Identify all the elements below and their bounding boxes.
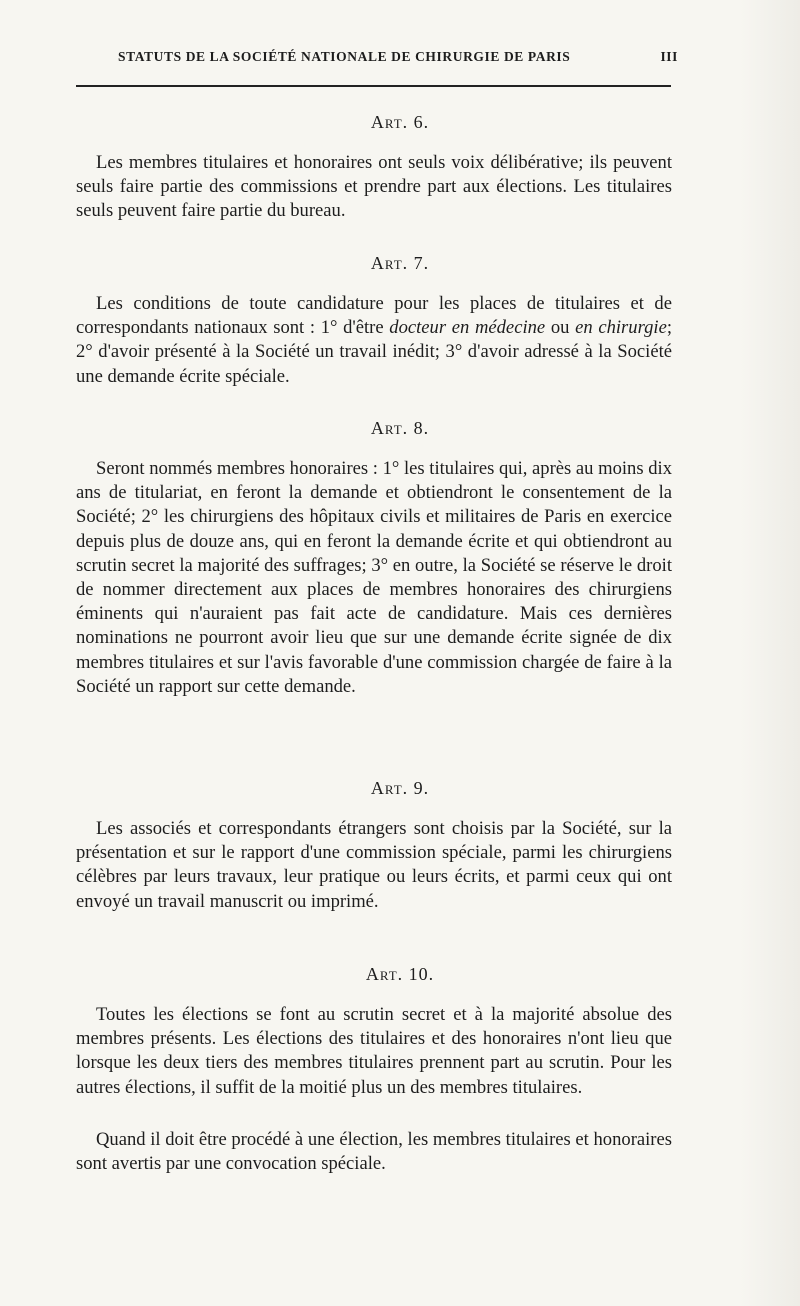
running-header [118,49,678,65]
header-rule [76,85,671,87]
running-title: STATUTS DE LA SOCIÉTÉ NATIONALE DE CHIRURGIE DE PARIS [118,49,571,64]
article-heading-9: Art. 9. [370,778,430,798]
article-7-emphasis-2: en chirurgie [575,317,667,339]
article-7-emphasis-1: docteur en médecine [389,317,546,339]
page-number: III [660,49,678,64]
article-9-paragraph: Les associés et correspondants étrangers sont choisis par la Société, sur la présentation et sur le rapport d'une commission spéciale, parmi les chirurgiens célèbres par leurs travaux, leur pratique ou leurs écrits, et parmi ceux qui ont envoyé un travail manuscrit ou imprimé. [76,818,672,912]
article-7-text-2: ou [545,317,576,339]
article-heading-7: Art. 7. [370,253,430,273]
page-edge-shadow [740,0,800,1306]
article-8-paragraph: Seront nommés membres honoraires : 1° les titulaires qui, après au moins dix ans de titulariat, en feront la demande et obtiendront le consentement de la Société; 2° les chirurgiens des hôpitaux civils et militaires de Paris en exercice depuis plus de douze ans, qui en feront la demande écrite et qui obtiendront au scrutin secret la majorité des suffrages; 3° en outre, la Société se réserve le droit de nommer directement aux places de membres honoraires des chirurgiens éminents qui n'auraient pas fait acte de candidature. Mais ces dernières nominations ne pourront avoir lieu que sur une demande écrite signée de dix membres titulaires et sur l'avis favorable d'une commission chargée de faire à la Société un rapport sur cette demande. [76,458,672,697]
article-10-paragraph-2: Quand il doit être procédé à une élection, les membres titulaires et honoraires sont avertis par une convocation spéciale. [76,1129,672,1175]
article-heading-8: Art. 8. [370,418,430,438]
article-10-paragraph-1: Toutes les élections se font au scrutin secret et à la majorité absolue des membres présents. Les élections des titulaires et des honoraires n'ont lieu que lorsque les deux tiers des membres titulaires prennent part au scrutin. Pour les autres élections, il suffit de la moitié plus un des membres titulaires. [76,1004,672,1098]
article-7-text-1: Les conditions de toute candidature pour les places de titulaires et de correspondants nationaux sont : 1° d'être [76,293,672,339]
article-heading-10: Art. 10. [365,964,435,984]
article-heading-6: Art. 6. [370,112,430,132]
article-7-text-3: ; 2° d'avoir présenté à la Société un travail inédit; 3° d'avoir adressé à la Société une demande écrite spéciale. [76,317,673,387]
article-7-paragraph [76,292,672,389]
article-6-paragraph: Les membres titulaires et honoraires ont seuls voix délibérative; ils peuvent seuls faire partie des commissions et prendre part aux élections. Les titulaires seuls peuvent faire partie du bureau. [76,152,672,222]
